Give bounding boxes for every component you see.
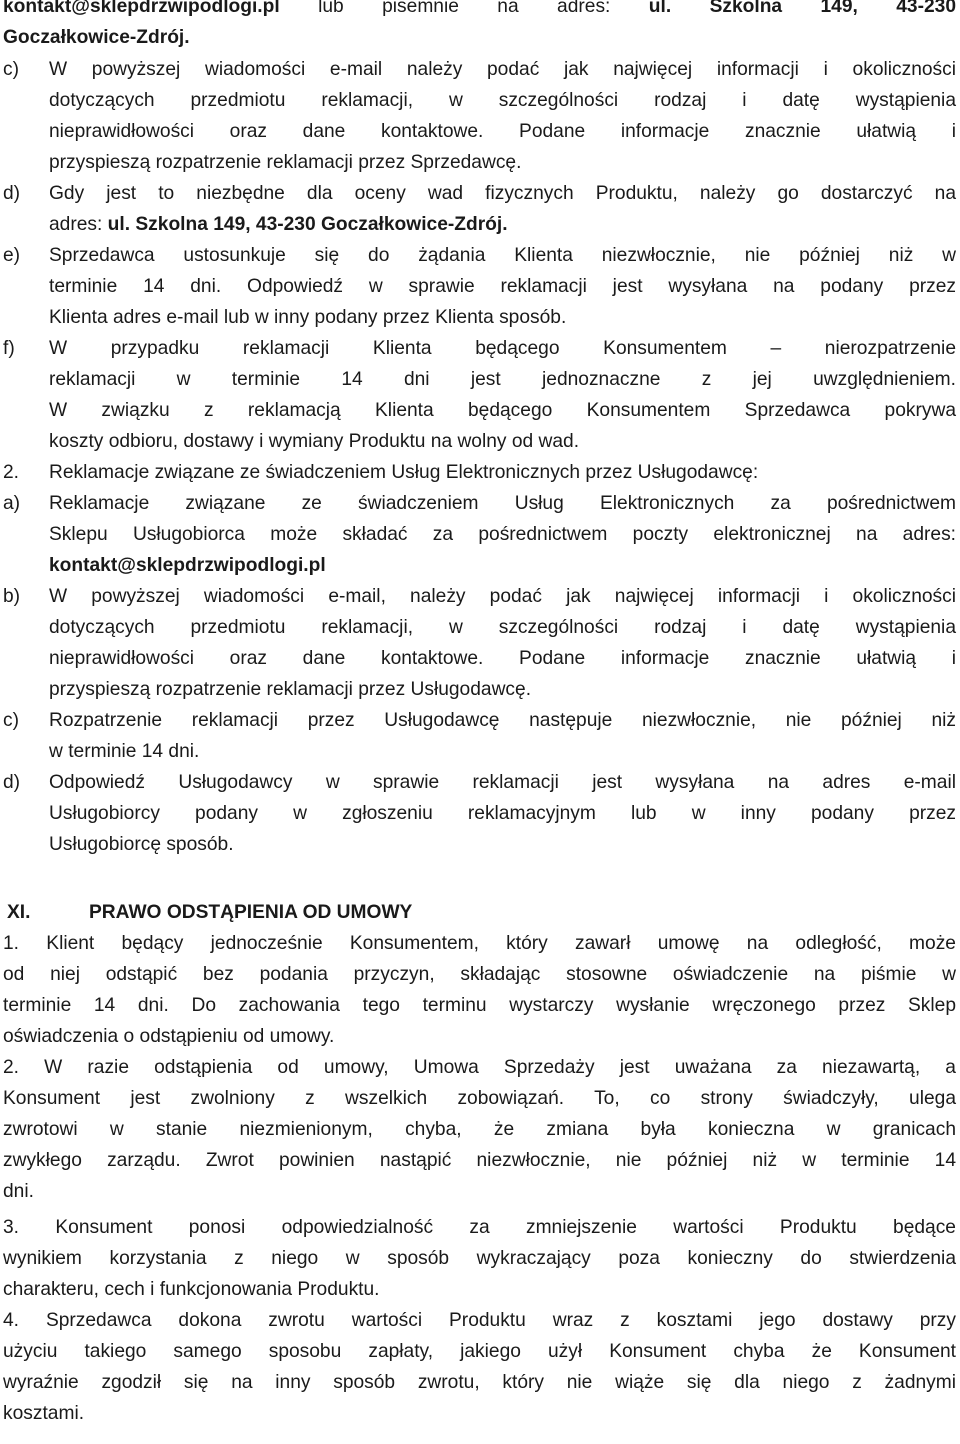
list-marker-2: 2. — [3, 1057, 20, 1078]
paragraph-line: charakteru, cech i funkcjonowania Produktu. — [3, 1279, 380, 1300]
paragraph-line: wyraźnie zgodził się na inny sposób zwrotu, który nie wiąże się dla niego z żadnymi — [3, 1372, 956, 1393]
section-marker-2: 2. — [3, 462, 20, 483]
contact-email-link[interactable]: kontakt@sklepdrzwipodlogi.pl — [49, 555, 326, 576]
paragraph-line: 3. Konsument ponosi odpowiedzialność za zmniejszenie wartości Produktu będące — [3, 1217, 956, 1238]
paragraph-line: dotyczących przedmiotu reklamacji, w szczególności rodzaj i datę wystąpienia — [49, 90, 956, 111]
paragraph-line: W powyższej wiadomości e-mail, należy podać jak najwięcej informacji i okoliczności — [49, 586, 956, 607]
paragraph-line: dni. — [3, 1181, 34, 1202]
paragraph-line: użyciu takiego samego sposobu zapłaty, jakiego użył Konsument chyba że Konsument — [3, 1341, 956, 1362]
paragraph-line: W związku z reklamacją Klienta będącego Konsumentem Sprzedawca pokrywa — [49, 400, 956, 421]
list-marker-f: f) — [3, 338, 15, 359]
list-marker-3: 3. — [3, 1217, 20, 1238]
paragraph-line: przyspieszą rozpatrzenie reklamacji przez Usługodawcę. — [49, 679, 532, 700]
paragraph-line: od niej odstąpić bez podania przyczyn, składając stosowne oświadczenie na piśmie w — [3, 964, 956, 985]
contact-email-link[interactable]: kontakt@sklepdrzwipodlogi.pl — [3, 0, 280, 17]
paragraph-line: 4. Sprzedawca dokona zwrotu wartości Produktu wraz z kosztami jego dostawy przy — [3, 1310, 956, 1331]
paragraph-line: W powyższej wiadomości e-mail należy podać jak najwięcej informacji i okoliczności — [49, 59, 956, 80]
paragraph-line: Klienta adres e-mail lub w inny podany przez Klienta sposób. — [49, 307, 567, 328]
paragraph-line: przyspieszą rozpatrzenie reklamacji przez Sprzedawcę. — [49, 152, 522, 173]
list-marker-4: 4. — [3, 1310, 20, 1331]
paragraph-line: nieprawidłowości oraz dane kontaktowe. Podane informacje znacznie ułatwią i — [49, 648, 956, 669]
list-marker-c: c) — [3, 59, 19, 80]
paragraph-line: wynikiem korzystania z niego w sposób wykraczający poza konieczny do stwierdzenia — [3, 1248, 956, 1269]
paragraph-line: Rozpatrzenie reklamacji przez Usługodawcę następuje niezwłocznie, nie później niż — [49, 710, 956, 731]
section-number: XI. — [7, 902, 31, 923]
paragraph-line: nieprawidłowości oraz dane kontaktowe. Podane informacje znacznie ułatwią i — [49, 121, 956, 142]
paragraph-line: Konsument jest zwolniony z wszelkich zobowiązań. To, co strony świadczyły, ulega — [3, 1088, 956, 1109]
paragraph-line: kosztami. — [3, 1403, 85, 1424]
paragraph-line: zwrotowi w stanie niezmienionym, chyba, że zmiana była konieczna w granicach — [3, 1119, 956, 1140]
list-marker-e: e) — [3, 245, 21, 266]
address-city: Goczałkowice-Zdrój. — [3, 27, 190, 48]
paragraph-line: koszty odbioru, dostawy i wymiany Produktu na wolny od wad. — [49, 431, 580, 452]
list-marker-d: d) — [3, 772, 21, 793]
paragraph-line: adres: ul. Szkolna 149, 43-230 Goczałkowice-Zdrój. — [49, 214, 508, 235]
paragraph-line: zwykłego zarządu. Zwrot powinien nastąpić niezwłocznie, nie później niż w terminie 14 — [3, 1150, 956, 1171]
paragraph-line: Odpowiedź Usługodawcy w sprawie reklamacji jest wysyłana na adres e-mail — [49, 772, 956, 793]
paragraph-line: reklamacji w terminie 14 dni jest jednoznaczne z jej uwzględnieniem. — [49, 369, 956, 390]
paragraph-line: Sklepu Usługobiorca może składać za pośrednictwem poczty elektronicznej na adres: — [49, 524, 956, 545]
paragraph-line: Gdy jest to niezbędne dla oceny wad fizycznych Produktu, należy go dostarczyć na — [49, 183, 956, 204]
paragraph-line: terminie 14 dni. Do zachowania tego terminu wystarczy wysłanie wręczonego przez Sklep — [3, 995, 956, 1016]
paragraph-line: dotyczących przedmiotu reklamacji, w szczególności rodzaj i datę wystąpienia — [49, 617, 956, 638]
list-marker-a: a) — [3, 493, 21, 514]
list-marker-b: b) — [3, 586, 21, 607]
list-marker-c: c) — [3, 710, 19, 731]
paragraph-line: oświadczenia o odstąpieniu od umowy. — [3, 1026, 335, 1047]
address-line: kontakt@sklepdrzwipodlogi.pl lub pisemnie na adres: ul. Szkolna 149, 43-230 — [3, 0, 956, 23]
paragraph-line: 1. Klient będący jednocześnie Konsumentem, który zawarł umowę na odległość, może — [3, 933, 956, 954]
section-title: Reklamacje związane ze świadczeniem Usług Elektronicznych przez Usługodawcę: — [49, 462, 759, 483]
paragraph-line: w terminie 14 dni. — [49, 741, 200, 762]
paragraph-line: W przypadku reklamacji Klienta będącego Konsumentem – nierozpatrzenie — [49, 338, 956, 359]
paragraph-line: Usługobiorcy podany w zgłoszeniu reklamacyjnym lub w inny podany przez — [49, 803, 956, 824]
paragraph-line: Sprzedawca ustosunkuje się do żądania Klienta niezwłocznie, nie później niż w — [49, 245, 956, 266]
list-marker-d: d) — [3, 183, 21, 204]
paragraph-line: Usługobiorcę sposób. — [49, 834, 234, 855]
paragraph-line: Reklamacje związane ze świadczeniem Usług Elektronicznych za pośrednictwem — [49, 493, 956, 514]
paragraph-line: 2. W razie odstąpienia od umowy, Umowa Sprzedaży jest uważana za niezawartą, a — [3, 1057, 956, 1078]
paragraph-line: terminie 14 dni. Odpowiedź w sprawie reklamacji jest wysyłana na podany przez — [49, 276, 956, 297]
list-marker-1: 1. — [3, 933, 20, 954]
section-heading: PRAWO ODSTĄPIENIA OD UMOWY — [89, 902, 413, 923]
